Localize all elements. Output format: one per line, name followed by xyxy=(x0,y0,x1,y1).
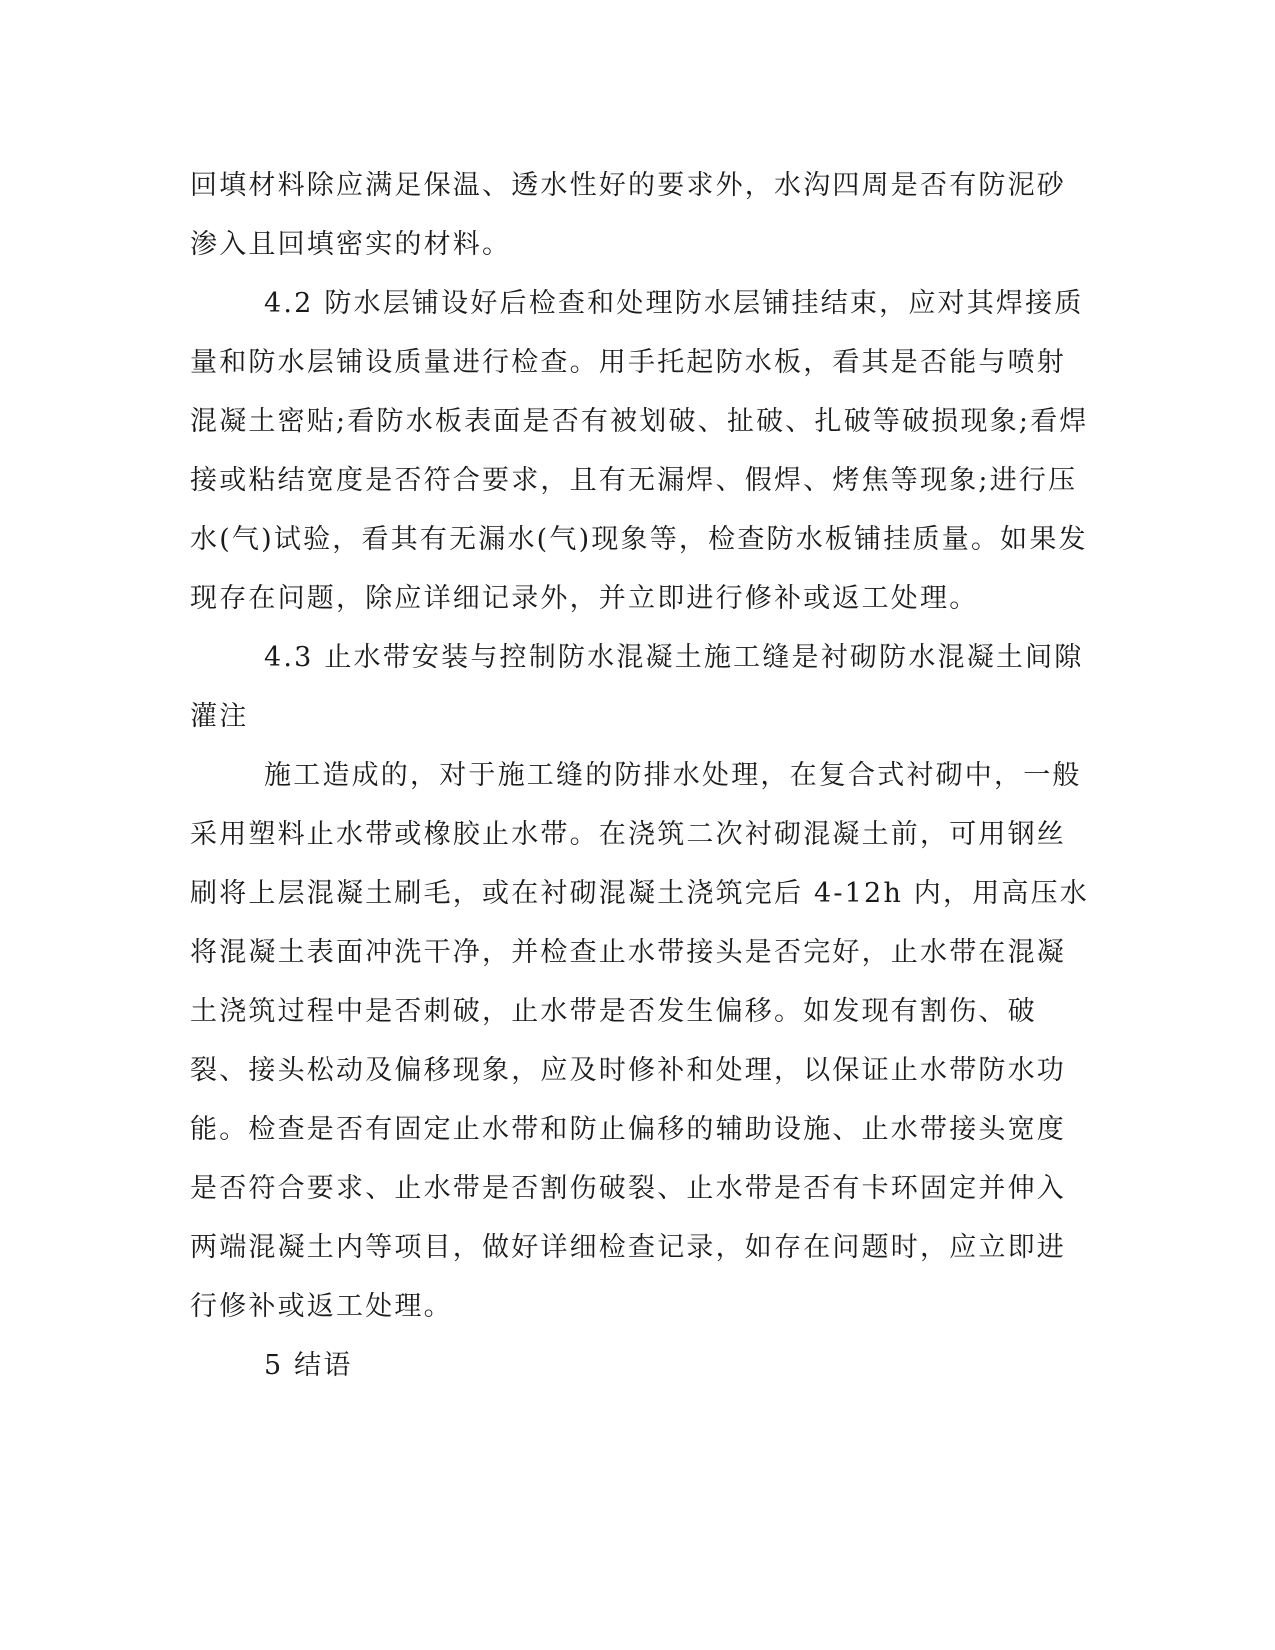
document-body xyxy=(190,156,1090,1395)
paragraph-section-4-3: 4.3 止水带安装与控制防水混凝土施工缝是衬砌防水混凝土间隙灌注 xyxy=(190,642,1084,732)
paragraph-backfill-continued: 回填材料除应满足保温、透水性好的要求外，水沟四周是否有防泥砂渗入且回填密实的材料。 xyxy=(190,170,1066,260)
heading-section-5: 5 结语 xyxy=(264,1350,353,1381)
paragraph-construction-joint: 施工造成的，对于施工缝的防排水处理，在复合式衬砌中，一般采用塑料止水带或橡胶止水带。在浇筑二次衬砌混凝土前，可用钢丝刷将上层混凝土刷毛，或在衬砌混凝土浇筑完后 4-12h 内，用高压水将混凝土表面冲洗干净，并检查止水带接头是否完好，止水带在混凝土浇筑过程中是否刺破，止水带是否发生偏移。如发现有割伤、破裂、接头松动及偏移现象，应及时修补和处理，以保证止水带防水功能。检查是否有固定止水带和防止偏移的辅助设施、止水带接头宽度是否符合要求、止水带是否割伤破裂、止水带是否有卡环固定并伸入两端混凝土内等项目，做好详细检查记录，如存在问题时，应立即进行修补或返工处理。 xyxy=(190,760,1090,1322)
paragraph-section-4-2: 4.2 防水层铺设好后检查和处理防水层铺挂结束，应对其焊接质量和防水层铺设质量进行检查。用手托起防水板，看其是否能与喷射混凝土密贴;看防水板表面是否有被划破、扯破、扎破等破损现象;看焊接或粘结宽度是否符合要求，且有无漏焊、假焊、烤焦等现象;进行压水(气)试验，看其有无漏水(气)现象等，检查防水板铺挂质量。如果发现存在问题，除应详细记录外，并立即进行修补或返工处理。 xyxy=(190,288,1089,614)
